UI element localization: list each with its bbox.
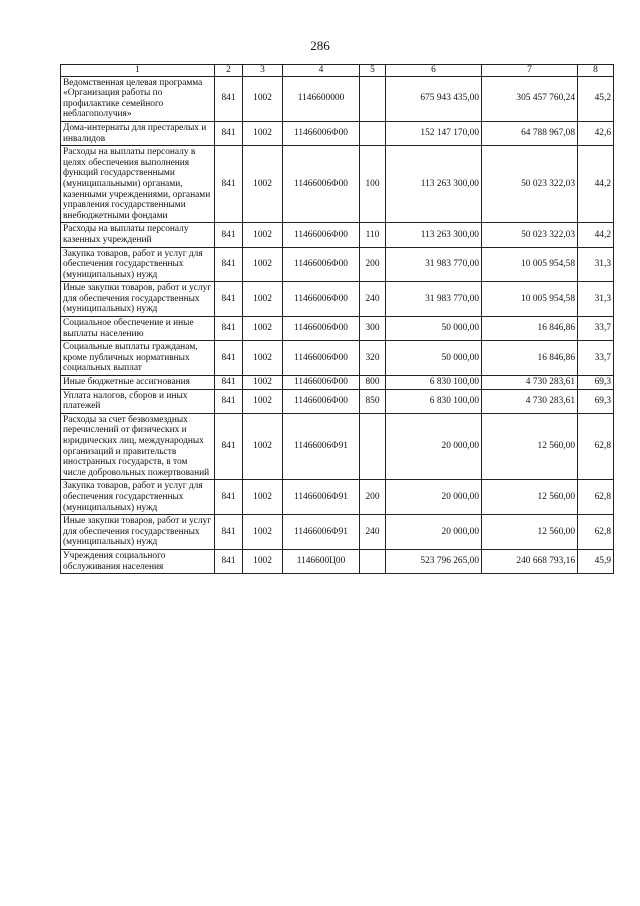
execution-percent: 42,6 bbox=[578, 121, 614, 145]
row-name: Закупка товаров, работ и услуг для обеспечения государственных (муниципальных) нужд bbox=[61, 480, 215, 515]
ministry-code: 841 bbox=[215, 223, 243, 247]
ministry-code: 841 bbox=[215, 341, 243, 376]
planned-amount: 31 983 770,00 bbox=[386, 247, 482, 282]
planned-amount: 152 147 170,00 bbox=[386, 121, 482, 145]
row-name: Дома-интернаты для престарелых и инвалидов bbox=[61, 121, 215, 145]
executed-amount: 12 560,00 bbox=[482, 413, 578, 480]
expense-type-code: 100 bbox=[360, 146, 386, 223]
executed-amount: 12 560,00 bbox=[482, 480, 578, 515]
execution-percent: 44,2 bbox=[578, 146, 614, 223]
execution-percent: 62,8 bbox=[578, 515, 614, 550]
expense-type-code: 300 bbox=[360, 317, 386, 341]
executed-amount: 10 005 954,58 bbox=[482, 247, 578, 282]
expense-type-code bbox=[360, 413, 386, 480]
execution-percent: 44,2 bbox=[578, 223, 614, 247]
table-row bbox=[61, 282, 614, 317]
table-row bbox=[61, 146, 614, 223]
row-name: Учреждения социального обслуживания населения bbox=[61, 549, 215, 573]
target-article-code: 1146600Ц00 bbox=[283, 549, 360, 573]
executed-amount: 240 668 793,16 bbox=[482, 549, 578, 573]
table-row bbox=[61, 317, 614, 341]
planned-amount: 31 983 770,00 bbox=[386, 282, 482, 317]
execution-percent: 69,3 bbox=[578, 376, 614, 390]
executed-amount: 10 005 954,58 bbox=[482, 282, 578, 317]
executed-amount: 50 023 322,03 bbox=[482, 146, 578, 223]
table-row bbox=[61, 223, 614, 247]
ministry-code: 841 bbox=[215, 247, 243, 282]
expense-type-code: 110 bbox=[360, 223, 386, 247]
section-code: 1002 bbox=[243, 76, 283, 121]
planned-amount: 20 000,00 bbox=[386, 515, 482, 550]
section-code: 1002 bbox=[243, 389, 283, 413]
section-code: 1002 bbox=[243, 223, 283, 247]
section-code: 1002 bbox=[243, 341, 283, 376]
target-article-code: 11466006Ф00 bbox=[283, 282, 360, 317]
section-code: 1002 bbox=[243, 480, 283, 515]
planned-amount: 675 943 435,00 bbox=[386, 76, 482, 121]
expense-type-code bbox=[360, 76, 386, 121]
planned-amount: 523 796 265,00 bbox=[386, 549, 482, 573]
planned-amount: 50 000,00 bbox=[386, 341, 482, 376]
planned-amount: 6 830 100,00 bbox=[386, 389, 482, 413]
planned-amount: 6 830 100,00 bbox=[386, 376, 482, 390]
executed-amount: 64 788 967,08 bbox=[482, 121, 578, 145]
planned-amount: 113 263 300,00 bbox=[386, 223, 482, 247]
row-name: Расходы на выплаты персоналу в целях обеспечения выполнения функций государственными (муниципальными) органами, казенными учреждениями, органами управления государственными внебюджетными фондами bbox=[61, 146, 215, 223]
target-article-code: 11466006Ф91 bbox=[283, 515, 360, 550]
section-code: 1002 bbox=[243, 282, 283, 317]
table-row bbox=[61, 480, 614, 515]
execution-percent: 45,2 bbox=[578, 76, 614, 121]
ministry-code: 841 bbox=[215, 376, 243, 390]
table-row bbox=[61, 413, 614, 480]
table-row bbox=[61, 76, 614, 121]
ministry-code: 841 bbox=[215, 317, 243, 341]
row-name: Расходы на выплаты персоналу казенных учреждений bbox=[61, 223, 215, 247]
column-header: 7 bbox=[482, 65, 578, 77]
execution-percent: 33,7 bbox=[578, 317, 614, 341]
table-row bbox=[61, 341, 614, 376]
section-code: 1002 bbox=[243, 549, 283, 573]
ministry-code: 841 bbox=[215, 146, 243, 223]
execution-percent: 62,8 bbox=[578, 480, 614, 515]
execution-percent: 33,7 bbox=[578, 341, 614, 376]
executed-amount: 16 846,86 bbox=[482, 341, 578, 376]
execution-percent: 62,8 bbox=[578, 413, 614, 480]
table-row bbox=[61, 121, 614, 145]
page-number: 286 bbox=[310, 38, 330, 53]
planned-amount: 113 263 300,00 bbox=[386, 146, 482, 223]
ministry-code: 841 bbox=[215, 480, 243, 515]
row-name: Иные бюджетные ассигнования bbox=[61, 376, 215, 390]
column-header: 4 bbox=[283, 65, 360, 77]
expense-type-code: 200 bbox=[360, 247, 386, 282]
executed-amount: 16 846,86 bbox=[482, 317, 578, 341]
section-code: 1002 bbox=[243, 247, 283, 282]
section-code: 1002 bbox=[243, 413, 283, 480]
target-article-code: 11466006Ф00 bbox=[283, 146, 360, 223]
executed-amount: 305 457 760,24 bbox=[482, 76, 578, 121]
executed-amount: 12 560,00 bbox=[482, 515, 578, 550]
expense-type-code bbox=[360, 121, 386, 145]
ministry-code: 841 bbox=[215, 282, 243, 317]
expense-type-code: 240 bbox=[360, 282, 386, 317]
row-name: Иные закупки товаров, работ и услуг для обеспечения государственных (муниципальных) нужд bbox=[61, 515, 215, 550]
row-name: Социальные выплаты гражданам, кроме публичных нормативных социальных выплат bbox=[61, 341, 215, 376]
section-code: 1002 bbox=[243, 317, 283, 341]
ministry-code: 841 bbox=[215, 549, 243, 573]
table-row bbox=[61, 247, 614, 282]
ministry-code: 841 bbox=[215, 413, 243, 480]
column-header: 1 bbox=[61, 65, 215, 77]
planned-amount: 50 000,00 bbox=[386, 317, 482, 341]
ministry-code: 841 bbox=[215, 76, 243, 121]
target-article-code: 11466006Ф91 bbox=[283, 480, 360, 515]
target-article-code: 11466006Ф00 bbox=[283, 389, 360, 413]
row-name: Закупка товаров, работ и услуг для обеспечения государственных (муниципальных) нужд bbox=[61, 247, 215, 282]
row-name: Социальное обеспечение и иные выплаты населению bbox=[61, 317, 215, 341]
row-name: Ведомственная целевая программа «Организация работы по профилактике семейного неблагополучия» bbox=[61, 76, 215, 121]
target-article-code: 11466006Ф00 bbox=[283, 121, 360, 145]
ministry-code: 841 bbox=[215, 121, 243, 145]
expense-type-code: 200 bbox=[360, 480, 386, 515]
executed-amount: 4 730 283,61 bbox=[482, 376, 578, 390]
target-article-code: 11466006Ф00 bbox=[283, 223, 360, 247]
table-header-row bbox=[61, 65, 614, 77]
executed-amount: 4 730 283,61 bbox=[482, 389, 578, 413]
ministry-code: 841 bbox=[215, 515, 243, 550]
table-row bbox=[61, 389, 614, 413]
column-header: 2 bbox=[215, 65, 243, 77]
expense-type-code: 240 bbox=[360, 515, 386, 550]
section-code: 1002 bbox=[243, 146, 283, 223]
table-row bbox=[61, 549, 614, 573]
column-header: 5 bbox=[360, 65, 386, 77]
target-article-code: 1146600000 bbox=[283, 76, 360, 121]
row-name: Уплата налогов, сборов и иных платежей bbox=[61, 389, 215, 413]
target-article-code: 11466006Ф00 bbox=[283, 317, 360, 341]
row-name: Иные закупки товаров, работ и услуг для обеспечения государственных (муниципальных) нужд bbox=[61, 282, 215, 317]
target-article-code: 11466006Ф91 bbox=[283, 413, 360, 480]
table-row bbox=[61, 515, 614, 550]
target-article-code: 11466006Ф00 bbox=[283, 376, 360, 390]
section-code: 1002 bbox=[243, 376, 283, 390]
column-header: 6 bbox=[386, 65, 482, 77]
expense-type-code bbox=[360, 549, 386, 573]
planned-amount: 20 000,00 bbox=[386, 480, 482, 515]
execution-percent: 69,3 bbox=[578, 389, 614, 413]
budget-table bbox=[60, 64, 614, 574]
expense-type-code: 320 bbox=[360, 341, 386, 376]
executed-amount: 50 023 322,03 bbox=[482, 223, 578, 247]
expense-type-code: 850 bbox=[360, 389, 386, 413]
target-article-code: 11466006Ф00 bbox=[283, 247, 360, 282]
ministry-code: 841 bbox=[215, 389, 243, 413]
column-header: 8 bbox=[578, 65, 614, 77]
execution-percent: 31,3 bbox=[578, 282, 614, 317]
execution-percent: 45,9 bbox=[578, 549, 614, 573]
row-name: Расходы за счет безвозмездных перечислений от физических и юридических лиц, международных организаций и правительств иностранных государств, в том числе добровольных пожертвований bbox=[61, 413, 215, 480]
planned-amount: 20 000,00 bbox=[386, 413, 482, 480]
table-row bbox=[61, 376, 614, 390]
section-code: 1002 bbox=[243, 121, 283, 145]
execution-percent: 31,3 bbox=[578, 247, 614, 282]
column-header: 3 bbox=[243, 65, 283, 77]
section-code: 1002 bbox=[243, 515, 283, 550]
target-article-code: 11466006Ф00 bbox=[283, 341, 360, 376]
expense-type-code: 800 bbox=[360, 376, 386, 390]
